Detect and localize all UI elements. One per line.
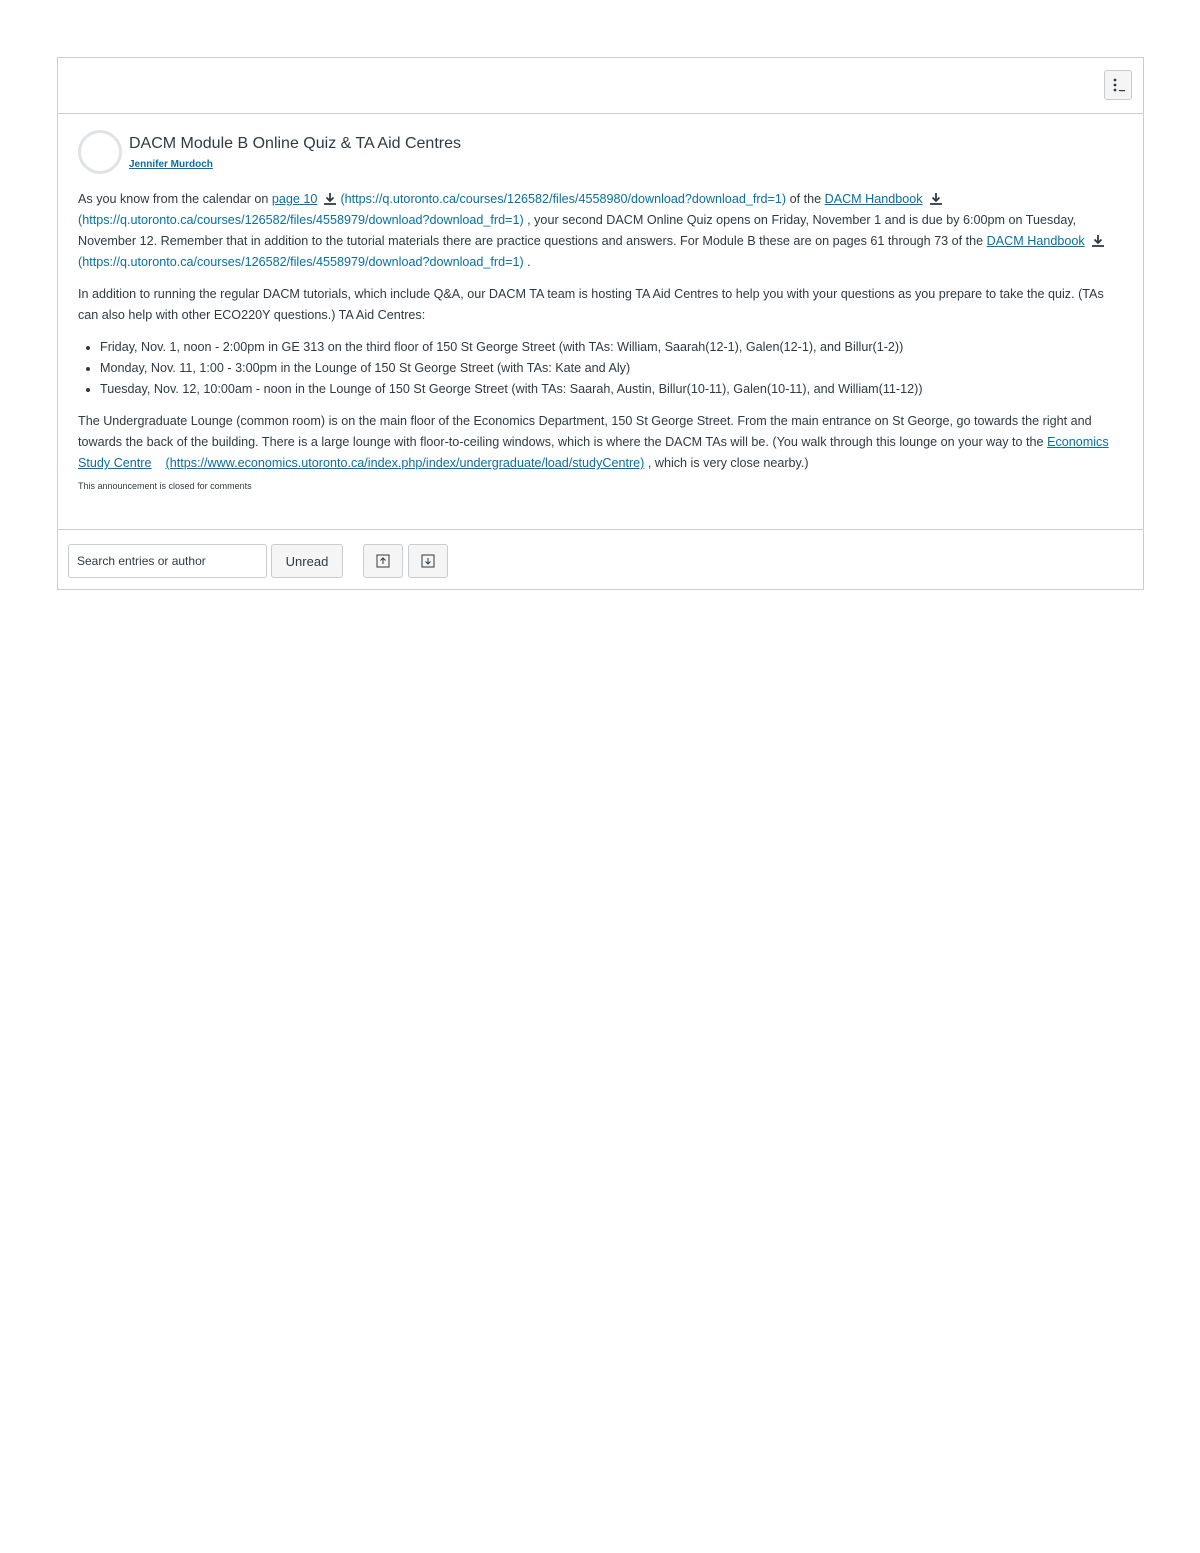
comments-closed-note: This announcement is closed for comments [78,481,252,491]
paragraph-calendar: As you know from the calendar on page 10 (https://q.utoronto.ca/courses/126582/files/4558980/download?download_frd=1) of the DACM Handbook(https://q.utoronto.ca/courses/126582/files/4558979/download?download_frd=1) , your second DACM Online Quiz opens on Friday, November 1 and is due by 6:00pm on Tuesday, November 12. Remember that in addition to the tutorial materials there are practice questions and answers. For Module B these are on pages 61 through 73 of the DACM Handbook(https://q.utoronto.ca/courses/126582/files/4558979/download?download_frd=1) . [78,189,1123,273]
list-item: • Tuesday, Nov. 12, 10:00am - noon in the Lounge of 150 St George Street (with TAs: Saarah, Austin, Billur(10-11), Galen(10-11), and William(11-12)) [100,379,1123,400]
economics-study-centre-url[interactable]: (https://www.economics.utoronto.ca/index.php/index/undergraduate/load/studyCentre) [165,456,645,470]
download-icon[interactable] [1091,234,1105,248]
kebab-menu-icon [1110,77,1126,93]
expand-button[interactable] [408,544,448,578]
author-link[interactable]: Jennifer Murdoch [129,159,213,170]
search-input[interactable] [68,544,267,578]
paragraph-lounge: The Undergraduate Lounge (common room) is on the main floor of the Economics Department, 150 St George Street. From the main entrance on St George, go towards the right and towards the back of the building. There is a large lounge with floor-to-ceiling windows, which is where the DACM TAs will be. (You walk through this lounge on your way to the Economics Study Centre (https://www.economics.utoronto.ca/index.php/index/undergraduate/load/studyCentre) , which is very close nearby.) [78,414,1109,470]
dacm-handbook-url: (https://q.utoronto.ca/courses/126582/files/4558979/download?download_frd=1) [78,213,524,227]
dacm-handbook-url-2: (https://q.utoronto.ca/courses/126582/files/4558979/download?download_frd=1) [78,255,524,269]
economics-study-centre-link[interactable]: Economics Study Centre [78,435,1109,470]
entry-header [78,128,1123,174]
avatar [78,130,122,174]
aid-centre-list [78,337,1123,400]
download-icon[interactable] [929,192,943,206]
announcement-topbar [58,58,1143,114]
dacm-handbook-link-2[interactable]: DACM Handbook [986,234,1085,248]
paragraph-ta-aid: In addition to running the regular DACM tutorials, which include Q&A, our DACM TA team is hosting TA Aid Centres to help you with your questions as you prepare to take the quiz. (TAs can also help with other ECO220Y questions.) TA Aid Centres: [78,287,1104,322]
collapse-button[interactable] [363,544,403,578]
announcement-title: DACM Module B Online Quiz & TA Aid Centres [129,135,461,152]
discussion-toolbar [58,529,1143,590]
announcement-body [78,189,1123,497]
unread-button[interactable]: Unread [271,544,343,578]
dacm-handbook-link[interactable]: DACM Handbook [824,192,923,206]
announcement-panel [57,57,1144,590]
page-10-url: (https://q.utoronto.ca/courses/126582/files/4558980/download?download_frd=1) [340,192,787,206]
list-item: • Monday, Nov. 11, 1:00 - 3:00pm in the Lounge of 150 St George Street (with TAs: Kate and Aly) [100,358,1123,379]
download-icon[interactable] [323,192,337,206]
collapse-icon [376,554,390,568]
options-menu-button[interactable] [1104,70,1132,100]
list-item: • Friday, Nov. 1, noon - 2:00pm in GE 313 on the third floor of 150 St George Street (with TAs: William, Saarah(12-1), Galen(12-1), and Billur(1-2)) [100,337,1123,358]
announcement-entry [58,114,1143,529]
expand-icon [421,554,435,568]
page-10-link[interactable]: page 10 [271,192,318,206]
